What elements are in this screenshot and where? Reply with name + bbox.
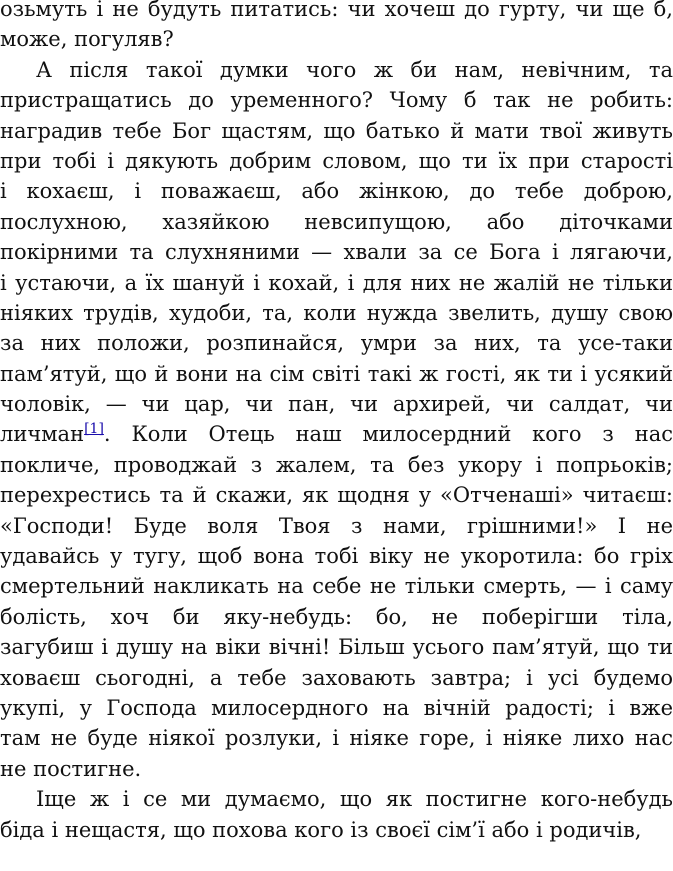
text-line: не постигне. — [0, 756, 142, 781]
text-line: і кохаєш, і поважаєш, або жінкою, до тебе доброю, — [0, 179, 673, 204]
text-line: ніяких трудів, худоби, та, коли нужда звелить, душу свою — [0, 300, 673, 325]
text-line: загубиш і душу на віки вічні! Більш усього пам’ятуй, що ти — [0, 635, 673, 660]
text-line: Іще ж і се ми думаємо, що як постигне кого-небудь — [36, 787, 673, 812]
text-line: покличе, проводжай з жалем, та без укору і попрьоків; — [0, 452, 673, 477]
text-fragment: личман — [0, 422, 85, 447]
text-line: там не буде ніякої розлуки, і ніяке горе, і ніяке лихо нас — [0, 726, 673, 751]
text-line: пам’ятуй, що й вони на сім світі такі ж гості, як ти і усякий — [0, 361, 673, 386]
paragraph-3 — [0, 784, 673, 845]
text-line: «Господи! Буде воля Твоя з нами, грішними!» І не — [0, 513, 673, 538]
text-line: болість, хоч би яку-небудь: бо, не поберігши тіла, — [0, 604, 673, 629]
text-line: біда і нещастя, що похова кого із своєї сім’ї або і родичів, — [0, 817, 642, 842]
text-fragment: . Коли Отець наш милосердний кого з нас — [103, 422, 673, 447]
text-line: перехрестись та й скажи, як щодня у «Отченаші» читаєш: — [0, 483, 673, 508]
text-line: озьмуть і не будуть питатись: чи хочеш до гурту, чи ще б, — [0, 0, 673, 21]
text-line — [0, 419, 673, 449]
text-line: А після такої думки чого ж би нам, невічним, та — [36, 57, 673, 82]
text-line: послухною, хазяйкою невсипущою, або діточками — [0, 209, 673, 234]
text-line: і устаючи, а їх шануй і кохай, і для них не жалій не тільки — [0, 270, 673, 295]
footnote-link[interactable]: [1] — [84, 421, 104, 438]
text-line: може, погуляв? — [0, 27, 174, 52]
text-line: пристращатись до уременного? Чому б так не робить: — [0, 88, 673, 113]
text-line: удавайсь у тугу, щоб вона тобі віку не укоротила: бо гріх — [0, 544, 673, 569]
text-line: наградив тебе Бог щастям, що батько й мати твої живуть — [0, 118, 673, 143]
text-line: покірними та слухняними — хвали за се Бога і лягаючи, — [0, 240, 673, 265]
paragraph-2 — [0, 55, 673, 784]
text-line: смертельний накликать на себе не тільки смерть, — і саму — [0, 574, 673, 599]
text-line: чоловік, — чи цар, чи пан, чи архирей, чи салдат, чи — [0, 392, 673, 417]
text-line: за них положи, розпинайся, умри за них, та усе-таки — [0, 331, 673, 356]
text-line: при тобі і дякують добрим словом, що ти їх при старості — [0, 148, 673, 173]
text-line: ховаєш сьогодні, а тебе заховають завтра; і усі будемо — [0, 665, 673, 690]
text-line: укупі, у Господа милосердного на вічній радості; і вже — [0, 695, 673, 720]
paragraph-1 — [0, 0, 673, 55]
